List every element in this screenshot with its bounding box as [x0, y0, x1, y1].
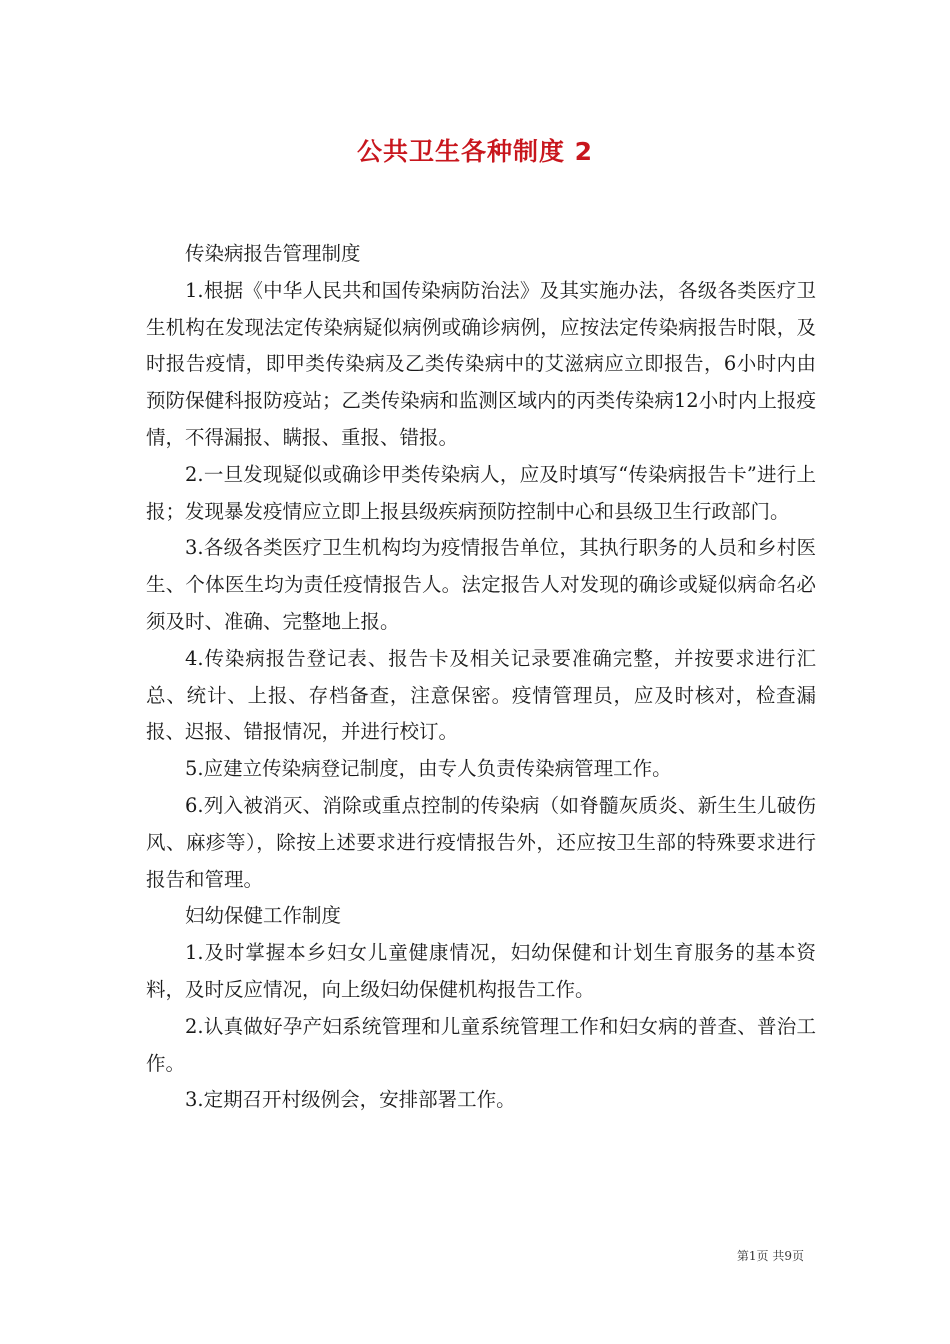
section-heading: 传染病报告管理制度 — [185, 242, 361, 265]
page-number: 第1页 共9页 — [736, 1249, 804, 1263]
paragraph: 6.列入被消灭、消除或重点控制的传染病（如脊髓灰质炎、新生生儿破伤风、麻疹等），除按上述要求进行疫情报告外，还应按卫生部的特殊要求进行报告和管理。 — [146, 793, 816, 891]
document-title: 公共卫生各种制度 2 — [356, 137, 594, 166]
paragraph: 3.定期召开村级例会，安排部署工作。 — [185, 1088, 516, 1112]
document-body — [146, 236, 816, 1119]
paragraph: 1.根据《中华人民共和国传染病防治法》及其实施办法，各级各类医疗卫生机构在发现法定传染病疑似病例或确诊病例，应按法定传染病报告时限，及时报告疫情，即甲类传染病及乙类传染病中的艾滋病应立即报告，6小时内由预防保健科报防疫站；乙类传染病和监测区域内的丙类传染病12小时内上报疫情，不得漏报、瞒报、重报、错报。 — [146, 278, 816, 449]
paragraph: 4.传染病报告登记表、报告卡及相关记录要准确完整，并按要求进行汇总、统计、上报、存档备查，注意保密。疫情管理员，应及时核对，检查漏报、迟报、错报情况，并进行校订。 — [146, 646, 816, 744]
paragraph: 1.及时掌握本乡妇女儿童健康情况，妇幼保健和计划生育服务的基本资料，及时反应情况，向上级妇幼保健机构报告工作。 — [146, 941, 816, 1001]
paragraph: 2.一旦发现疑似或确诊甲类传染病人，应及时填写“传染病报告卡”进行上报；发现暴发疫情应立即上报县级疾病预防控制中心和县级卫生行政部门。 — [146, 462, 816, 523]
paragraph: 2.认真做好孕产妇系统管理和儿童系统管理工作和妇女病的普查、普治工作。 — [146, 1014, 816, 1075]
paragraph: 3.各级各类医疗卫生机构均为疫情报告单位，其执行职务的人员和乡村医生、个体医生均为责任疫情报告人。法定报告人对发现的确诊或疑似病命名必须及时、准确、完整地上报。 — [146, 536, 816, 633]
section-heading: 妇幼保健工作制度 — [185, 904, 342, 928]
paragraph: 5.应建立传染病登记制度，由专人负责传染病管理工作。 — [185, 757, 672, 781]
